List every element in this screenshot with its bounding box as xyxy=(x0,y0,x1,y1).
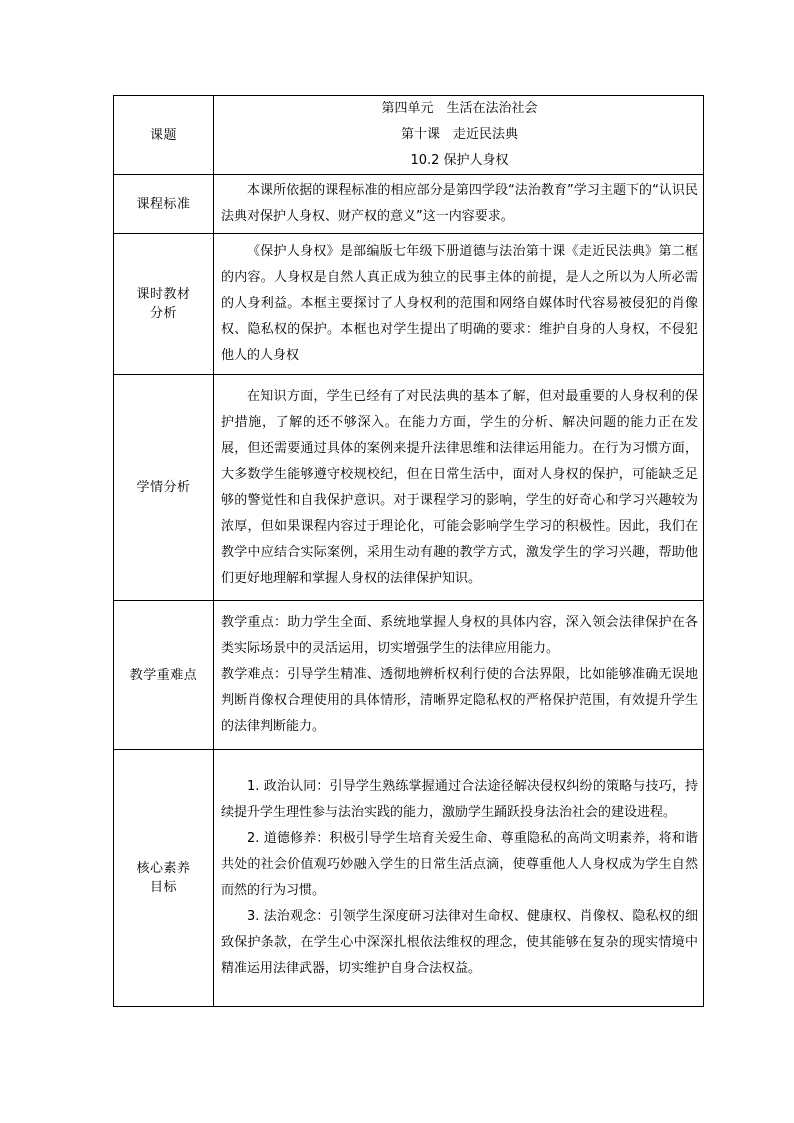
label-student-analysis: 学情分析 xyxy=(114,375,214,601)
label-material-analysis xyxy=(114,234,214,375)
teaching-focus-text: 教学重点：助力学生全面、系统地掌握人身权的具体内容，深入领会法律保护在各类实际场景中的灵活运用，切实增强学生的法律应用能力。 xyxy=(221,615,698,656)
material-analysis-cell xyxy=(214,234,704,375)
label-core-literacy-line-1: 核心素养 xyxy=(136,861,191,876)
label-material-analysis-line-2: 分析 xyxy=(149,306,177,321)
lesson-plan-sheet xyxy=(113,95,704,1007)
row-lesson-title xyxy=(114,96,704,175)
section-title: 10.2 保护人身权 xyxy=(410,153,509,168)
goal-item: 1. 政治认同：引导学生熟练掌握通过合法途径解决侵权纠纷的策略与技巧，持续提升学生理性参与法治实践的能力，激励学生踊跃投身法治社会的建设进程。 xyxy=(221,779,698,820)
lesson-title: 第十课 走近民法典 xyxy=(400,127,518,142)
core-literacy-goals-cell xyxy=(214,750,704,1007)
label-key-difficult-points: 教学重难点 xyxy=(114,601,214,750)
row-student-analysis xyxy=(114,375,704,601)
curriculum-standard-text: 本课所依据的课程标准的相应部分是第四学段“法治教育”学习主题下的“认识民法典对保护人身权、财产权的意义”这一内容要求。 xyxy=(221,183,698,224)
label-core-literacy-line-2: 目标 xyxy=(149,880,177,895)
key-difficult-points-cell xyxy=(214,601,704,750)
row-material-analysis xyxy=(114,234,704,375)
label-material-analysis-line-1: 课时教材 xyxy=(136,287,191,302)
row-curriculum-standard xyxy=(114,175,704,234)
student-analysis-cell xyxy=(214,375,704,601)
label-curriculum-standard: 课程标准 xyxy=(114,175,214,234)
student-analysis-text: 在知识方面，学生已经有了对民法典的基本了解，但对最重要的人身权利的保护措施，了解的还不够深入。在能力方面，学生的分析、解决问题的能力正在发展，但还需要通过具体的案例来提升法律思维和法律运用能力。在行为习惯方面，大多数学生能够遵守校规校纪，但在日常生活中，面对人身权的保护，可能缺乏足够的警觉性和自我保护意识。对于课程学习的影响，学生的好奇心和学习兴趣较为浓厚，但如果课程内容过于理论化，可能会影响学生学习的积极性。因此，我们在教学中应结合实际案例，采用生动有趣的教学方式，激发学生的学习兴趣，帮助他们更好地理解和掌握人身权的法律保护知识。 xyxy=(221,388,698,586)
curriculum-standard-cell xyxy=(214,175,704,234)
row-core-literacy-goals xyxy=(114,750,704,1007)
teaching-difficulty-text: 教学难点：引导学生精准、透彻地辨析权利行使的合法界限，比如能够准确无误地判断肖像权合理使用的具体情形，清晰界定隐私权的严格保护范围，有效提升学生的法律判断能力。 xyxy=(221,667,698,734)
unit-title: 第四单元 生活在法治社会 xyxy=(381,101,538,116)
material-analysis-text: 《保护人身权》是部编版七年级下册道德与法治第十课《走近民法典》第二框的内容。人身权是自然人真正成为独立的民事主体的前提，是人之所以为人所必需的人身利益。本框主要探讨了人身权利的范围和网络自媒体时代容易被侵犯的肖像权、隐私权的保护。本框也对学生提出了明确的要求：维护自身的人身权，不侵犯他人的人身权 xyxy=(221,244,698,363)
goal-item: 2. 道德修养：积极引导学生培育关爱生命、尊重隐私的高尚文明素养，将和谐共处的社会价值观巧妙融入学生的日常生活点滴，使尊重他人人身权成为学生自然而然的行为习惯。 xyxy=(221,831,698,898)
lesson-plan-table xyxy=(113,95,704,1007)
lesson-title-block xyxy=(214,96,704,175)
label-core-literacy-goals xyxy=(114,750,214,1007)
label-lesson-title: 课题 xyxy=(114,96,214,175)
row-key-difficult-points xyxy=(114,601,704,750)
goal-item: 3. 法治观念：引领学生深度研习法律对生命权、健康权、肖像权、隐私权的细致保护条款，在学生心中深深扎根依法维权的理念，使其能够在复杂的现实情境中精准运用法律武器，切实维护自身合法权益。 xyxy=(221,909,698,976)
